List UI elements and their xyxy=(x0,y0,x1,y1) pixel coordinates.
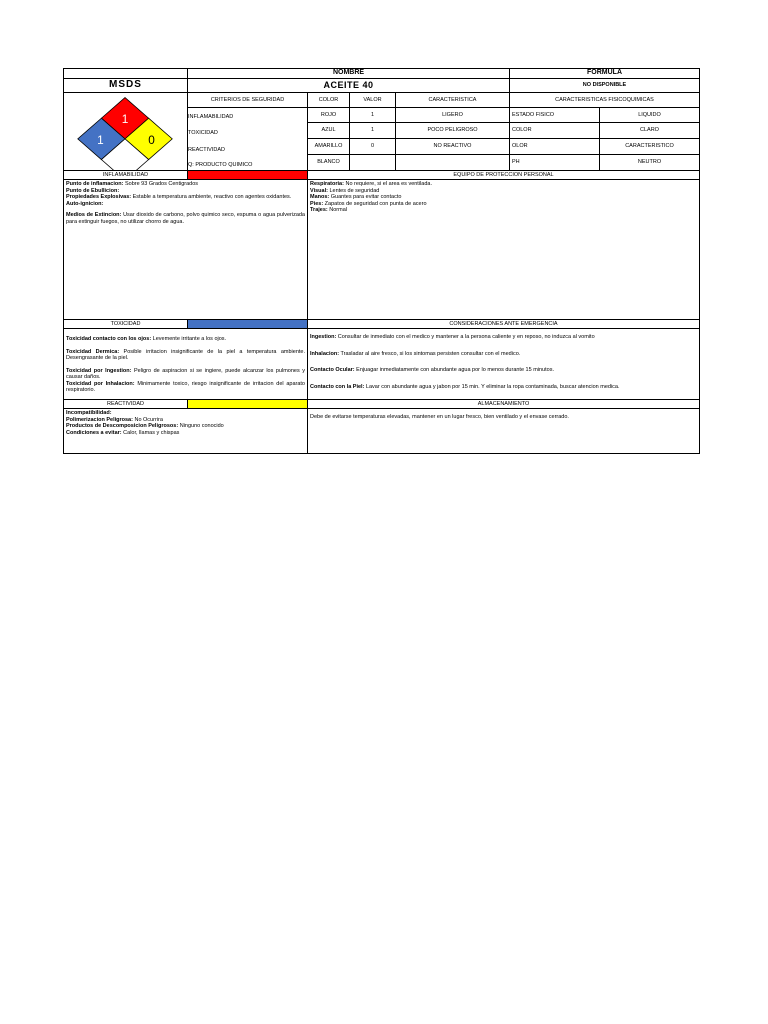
criterio-inflamabilidad: INFLAMABILIDAD xyxy=(188,114,234,120)
blank-header-cell xyxy=(63,68,188,79)
col-color: COLOR xyxy=(308,93,350,108)
formula-label: FORMULA xyxy=(510,68,700,79)
fq-olor-label: OLOR xyxy=(510,139,600,155)
col-caracteristica: CARACTERISTICA xyxy=(396,93,510,108)
caracteristica-reactividad: NO REACTIVO xyxy=(396,139,510,155)
fq-estado-value: LIQUIDO xyxy=(600,108,700,123)
fq-color-value: CLARO xyxy=(600,123,700,139)
product-name: ACEITE 40 xyxy=(188,79,510,93)
fq-olor-value: CARACTERISTICO xyxy=(600,139,700,155)
fq-ph-value: NEUTRO xyxy=(600,155,700,171)
criterio-producto-quimico: Q: PRODUCTO QUIMICO xyxy=(188,162,253,168)
punto-ebullicion-label: Punto de Ebullicion: xyxy=(66,187,120,194)
color-azul: AZUL xyxy=(308,123,350,139)
emergencia-title: CONSIDERACIONES ANTE EMERGENCIA xyxy=(308,320,700,329)
nfpa-diamond xyxy=(64,93,187,171)
toxicidad-item: Toxicidad por Inhalacion: Minimamente toxico, riesgo insignificante de irritacion del aparato respiratorio. xyxy=(66,380,305,394)
fq-ph-label: PH xyxy=(510,155,600,171)
caracteristica-toxicidad: POCO PELIGROSO xyxy=(396,123,510,139)
formula-value: NO DISPONIBLE xyxy=(510,79,700,93)
criterio-reactividad: REACTIVIDAD xyxy=(188,147,225,153)
inflamabilidad-content xyxy=(63,180,308,320)
reactividad-title: REACTIVIDAD xyxy=(63,400,188,409)
almacenamiento-text: Debe de evitarse temperaturas elevadas, mantener en un lugar fresco, bien ventilado y el envase cerrado. xyxy=(310,414,569,420)
valor-toxicidad: 1 xyxy=(350,123,396,139)
punto-inflamacion-label: Punto de inflamacion: xyxy=(66,181,124,187)
color-rojo: ROJO xyxy=(308,108,350,123)
emergencia-item: Ingestion: Consultar de inmediato con el medico y mantener a la persona caliente y en reposo, no induzca al vomito xyxy=(310,334,595,340)
epp-item: Trajes: Normal xyxy=(310,207,347,214)
reactividad-content xyxy=(63,409,308,454)
medios-value: Usar dioxido de carbono, polvo quimico seco, espuma o agua pulverizada para extinguir fuegos, no utilizar chorro de agua. xyxy=(66,212,305,225)
toxicidad-content xyxy=(63,329,308,400)
nfpa-health-value: 1 xyxy=(97,132,104,147)
fq-estado-label: ESTADO FISICO xyxy=(510,108,600,123)
autoignicion-label: Auto-ignicion: xyxy=(66,200,104,207)
col-valor: VALOR xyxy=(350,93,396,108)
msds-sheet xyxy=(63,68,700,436)
fq-color-label: COLOR xyxy=(510,123,600,139)
msds-title: MSDS xyxy=(63,79,188,93)
color-blanco: BLANCO xyxy=(308,155,350,171)
epp-item: Manos: Guantes para evitar contacto xyxy=(310,194,402,201)
toxicidad-title: TOXICIDAD xyxy=(63,320,188,329)
emergencia-item: Contacto con la Piel: Lavar con abundante agua y jabon por 15 min. Y eliminar la ropa contaminada, buscar atencion medica. xyxy=(310,383,620,390)
color-amarillo: AMARILLO xyxy=(308,139,350,155)
toxicidad-color-bar xyxy=(188,320,308,329)
almacenamiento-content xyxy=(308,409,700,454)
valor-inflamabilidad: 1 xyxy=(350,108,396,123)
valor-producto-quimico xyxy=(350,155,396,171)
epp-item: Pies: Zapatos de seguridad con punta de acero xyxy=(310,200,427,207)
fisicoquimicas-header: CARACTERISTICAS FISICOQUIMICAS xyxy=(510,93,700,108)
reactividad-item: Condiciones a evitar: Calor, llamas y chispas xyxy=(66,429,180,436)
inflamabilidad-title: INFLAMABILIDAD xyxy=(63,171,188,180)
nombre-label: NOMBRE xyxy=(188,68,510,79)
epp-item: Respiratoria: No requiere, si el area es ventilada. xyxy=(310,181,432,187)
epp-content xyxy=(308,180,700,320)
epp-title: EQUIPO DE PROTECCION PERSONAL xyxy=(308,171,700,180)
almacenamiento-title: ALMACENAMIENTO xyxy=(308,400,700,409)
col-criterios: CRITERIOS DE SEGURIDAD xyxy=(188,93,308,108)
emergencia-item: Inhalacion: Trasladar al aire fresco, si los sintomas persisten consultar con el medico. xyxy=(310,350,521,357)
propiedades-value: Estable a temperatura ambiente, reactivo con agentes oxidantes. xyxy=(131,194,292,201)
toxicidad-item: Toxicidad Dermica: Posible irritacion insignificante de la piel a temperatura ambiente. Desengrasante de la piel. xyxy=(66,348,305,362)
reactividad-item: Polimerizacion Peligrosa: No Ocurrira xyxy=(66,416,163,423)
emergencia-content xyxy=(308,329,700,400)
toxicidad-item: Toxicidad contacto con los ojos: Levemente irritante a los ojos. xyxy=(66,335,227,342)
epp-item: Visual: Lentes de seguridad xyxy=(310,187,380,194)
inflamabilidad-color-bar xyxy=(188,171,308,180)
propiedades-label: Propiedades Explosivas: xyxy=(66,194,132,201)
nfpa-flammability-value: 1 xyxy=(121,111,129,126)
incompatibilidad-label: Incompatibilidad: xyxy=(66,410,112,416)
criterios-list xyxy=(188,108,308,171)
medios-label: Medios de Extincion: xyxy=(66,212,122,219)
punto-inflamacion-value: Sobre 93 Grados Centigrados xyxy=(123,181,199,187)
caracteristica-inflamabilidad: LIGERO xyxy=(396,108,510,123)
reactividad-item: Productos de Descomposicion Peligrosos: Ninguno conocido xyxy=(66,423,224,430)
caracteristica-producto-quimico xyxy=(396,155,510,171)
nfpa-reactivity-value: 0 xyxy=(148,132,155,147)
toxicidad-item: Toxicidad por Ingestion: Peligro de aspiracion si se ingiere, puede alcanzar los pulmones y causar daños. xyxy=(66,367,305,381)
criterio-toxicidad: TOXICIDAD xyxy=(188,130,218,136)
reactividad-color-bar xyxy=(188,400,308,409)
nfpa-diamond-cell xyxy=(63,93,188,171)
emergencia-item: Contacto Ocular: Enjuagar inmediatamente con abundante agua por lo menos durante 15 minutos. xyxy=(310,367,554,374)
valor-reactividad: 0 xyxy=(350,139,396,155)
